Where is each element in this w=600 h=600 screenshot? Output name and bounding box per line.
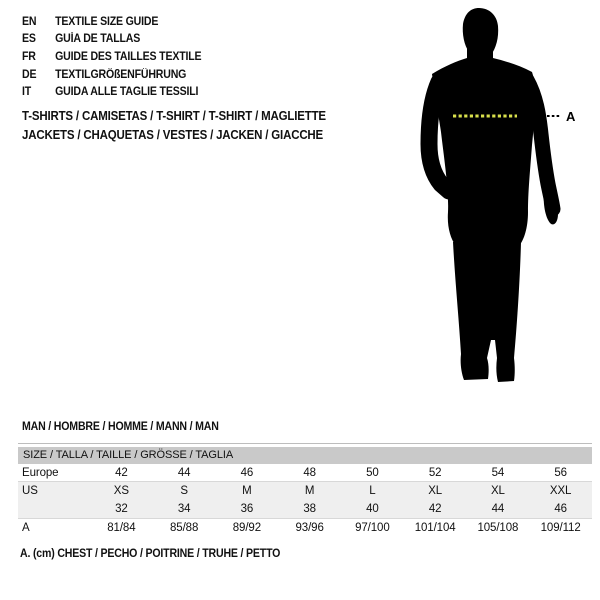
language-guide-title: TEXTILE SIZE GUIDE (55, 15, 159, 28)
table-cell: 42 (115, 466, 128, 479)
category-line-jackets: JACKETS / CHAQUETAS / VESTES / JACKEN / GIACCHE (22, 127, 324, 142)
list-item (22, 48, 201, 66)
table-cell: M (242, 485, 252, 497)
table-cell: 56 (554, 466, 567, 479)
category-line-tshirts: T-SHIRTS / CAMISETAS / T-SHIRT / T-SHIRT / MAGLIETTE (22, 109, 326, 124)
table-cell: XL (428, 485, 443, 497)
row-label: US (22, 485, 38, 497)
table-cell: 36 (240, 503, 254, 515)
silhouette-legs (453, 242, 521, 382)
table-cell: XS (113, 485, 129, 497)
language-code: FR (22, 50, 36, 63)
table-cell: 85/88 (169, 521, 199, 534)
table-cell: 81/84 (107, 521, 136, 534)
language-code: IT (22, 86, 32, 99)
table-cell: 46 (240, 466, 254, 479)
table-cell: 50 (366, 466, 379, 479)
language-guide-list (22, 13, 217, 101)
table-cell: M (304, 485, 315, 497)
list-item (22, 31, 201, 49)
language-guide-title: GUIDE DES TAILLES TEXTILE (55, 50, 202, 63)
table-row-us (18, 482, 592, 500)
table-header: SIZE / TALLA / TAILLE / GRÖSSE / TAGLIA (18, 447, 592, 464)
table-top-rule (18, 443, 592, 444)
table-cell: 101/104 (414, 521, 456, 534)
size-table (18, 443, 592, 536)
table-cell: 48 (303, 466, 316, 479)
table-cell: 40 (366, 503, 379, 515)
language-code: EN (22, 15, 37, 28)
table-cell: 32 (115, 503, 128, 515)
list-item (22, 83, 201, 101)
language-code: DE (22, 68, 37, 81)
language-guide-title: GUÍA DE TALLAS (55, 33, 141, 46)
language-guide-title: TEXTILGRÖßENFÜHRUNG (55, 68, 187, 81)
language-code: ES (22, 33, 36, 46)
table-cell: 46 (554, 503, 567, 515)
table-cell: 97/100 (355, 521, 390, 534)
language-guide-title: GUIDA ALLE TAGLIE TESSILI (55, 86, 199, 99)
table-cell: 93/96 (295, 521, 324, 534)
table-cell: 109/112 (540, 521, 581, 534)
table-cell: 44 (491, 503, 505, 515)
measure-label-a: A (566, 109, 576, 124)
table-cell: 54 (491, 466, 505, 479)
table-row-chest-cm (18, 518, 592, 536)
man-silhouette-figure (393, 0, 600, 400)
section-heading-man: MAN / HOMBRE / HOMME / MANN / MAN (22, 421, 219, 433)
table-cell: 44 (177, 466, 191, 479)
table-cell: 52 (428, 466, 442, 479)
list-item (22, 13, 201, 31)
table-cell: XXL (549, 485, 572, 497)
table-row-us-numeric (18, 500, 592, 518)
row-label: Europe (22, 466, 59, 479)
table-cell: 38 (303, 503, 316, 515)
measure-footnote: A. (cm) CHEST / PECHO / POITRINE / TRUHE / PETTO (20, 548, 281, 560)
table-cell: S (180, 485, 188, 497)
list-item (22, 66, 201, 84)
table-cell: XL (490, 485, 505, 497)
silhouette-torso (432, 44, 535, 246)
table-cell: 42 (428, 503, 442, 515)
table-cell: 34 (177, 503, 191, 515)
row-label: A (22, 521, 30, 534)
table-cell: L (369, 485, 376, 497)
table-cell: 105/108 (477, 521, 519, 534)
garment-categories (22, 107, 352, 144)
table-cell: 89/92 (232, 521, 262, 534)
table-row-europe (18, 464, 592, 482)
